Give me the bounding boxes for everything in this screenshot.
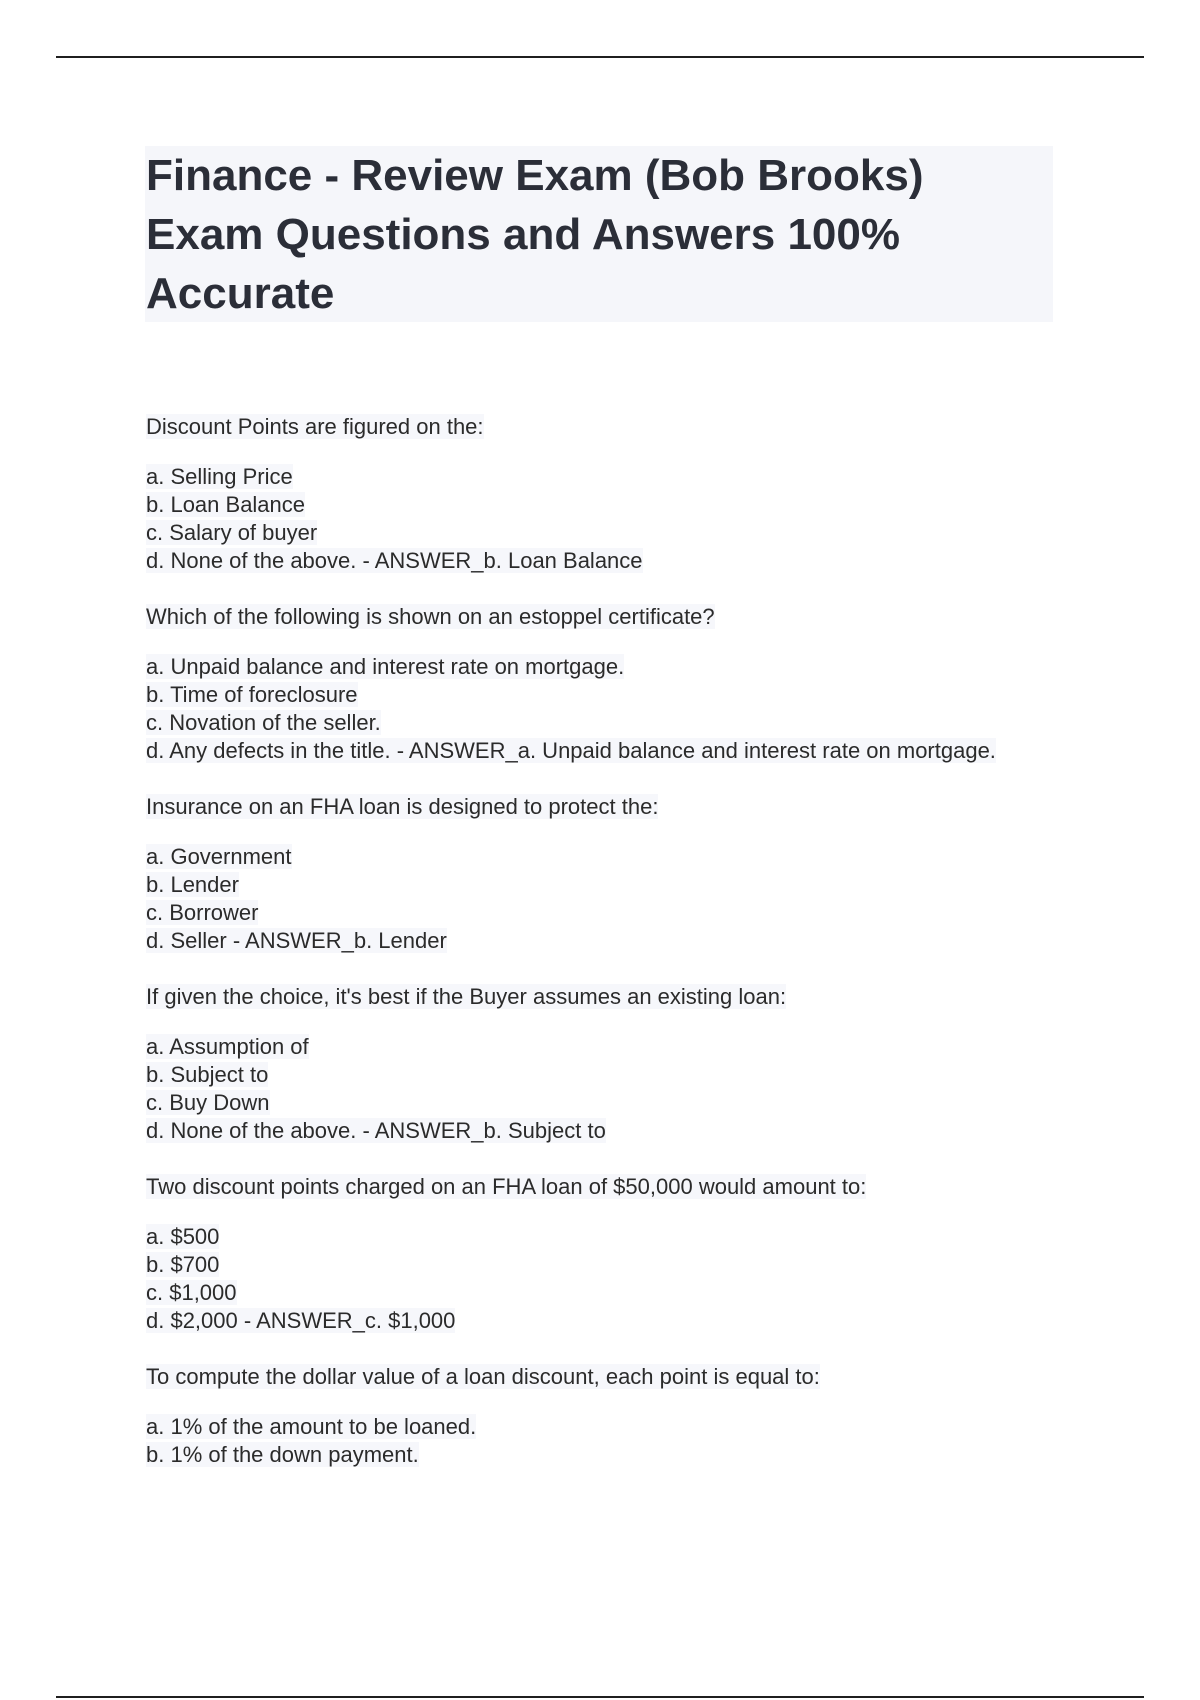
answer-option <box>146 681 1046 709</box>
answer-option-text: b. Time of foreclosure <box>146 682 358 707</box>
question-prompt <box>146 603 1046 631</box>
answer-option-text: a. Unpaid balance and interest rate on mortgage. <box>146 654 625 679</box>
question-prompt <box>146 1173 1046 1201</box>
answer-option <box>146 1413 1046 1441</box>
answer-option <box>146 709 1046 737</box>
question-6 <box>146 1363 1046 1469</box>
answer-option-text: d. Seller - ANSWER_b. Lender <box>146 928 447 953</box>
answer-option-text: b. $700 <box>146 1252 220 1277</box>
answer-option-text: b. 1% of the down payment. <box>146 1442 419 1467</box>
question-prompt <box>146 983 1046 1011</box>
answer-option-text: a. Assumption of <box>146 1034 309 1059</box>
answer-option-text: a. Selling Price <box>146 464 293 489</box>
question-prompt-text: Two discount points charged on an FHA loan of $50,000 would amount to: <box>146 1174 867 1199</box>
answer-option <box>146 1251 1046 1279</box>
answer-option-text: c. $1,000 <box>146 1280 237 1305</box>
answer-option <box>146 1441 1046 1469</box>
answer-option <box>146 1223 1046 1251</box>
answer-option-text: a. Government <box>146 844 292 869</box>
answer-option <box>146 927 1046 955</box>
question-prompt <box>146 413 1046 441</box>
answer-option-text: a. 1% of the amount to be loaned. <box>146 1414 477 1439</box>
answer-option <box>146 899 1046 927</box>
answer-option-text: c. Salary of buyer <box>146 520 318 545</box>
answer-option <box>146 1307 1046 1335</box>
answer-option <box>146 491 1046 519</box>
answer-option <box>146 519 1046 547</box>
question-prompt <box>146 793 1046 821</box>
question-2 <box>146 603 1046 765</box>
answer-option-text: c. Borrower <box>146 900 259 925</box>
answer-option-text: a. $500 <box>146 1224 220 1249</box>
answer-option-text: c. Buy Down <box>146 1090 270 1115</box>
question-prompt-text: To compute the dollar value of a loan discount, each point is equal to: <box>146 1364 820 1389</box>
document-title: Finance - Review Exam (Bob Brooks) Exam Questions and Answers 100% Accurate <box>146 151 924 318</box>
answer-option-text: b. Subject to <box>146 1062 269 1087</box>
answer-option-text: d. None of the above. - ANSWER_b. Subject to <box>146 1118 606 1143</box>
answer-option <box>146 1061 1046 1089</box>
answer-option <box>146 1089 1046 1117</box>
answer-option-text: b. Loan Balance <box>146 492 306 517</box>
answer-option <box>146 1117 1046 1145</box>
answer-option-text: c. Novation of the seller. <box>146 710 381 735</box>
answer-option-text: d. $2,000 - ANSWER_c. $1,000 <box>146 1308 456 1333</box>
question-prompt-text: If given the choice, it's best if the Buyer assumes an existing loan: <box>146 984 787 1009</box>
answer-option <box>146 871 1046 899</box>
answer-option-text: b. Lender <box>146 872 239 897</box>
question-prompt-text: Discount Points are figured on the: <box>146 414 484 439</box>
answer-option <box>146 653 1046 681</box>
answer-option <box>146 1279 1046 1307</box>
answer-option-text: d. None of the above. - ANSWER_b. Loan Balance <box>146 548 643 573</box>
answer-option <box>146 737 1046 765</box>
top-divider <box>56 56 1144 58</box>
answer-option-text: d. Any defects in the title. - ANSWER_a. Unpaid balance and interest rate on mortgage. <box>146 738 996 763</box>
question-3 <box>146 793 1046 955</box>
answer-option <box>146 843 1046 871</box>
answer-option <box>146 1033 1046 1061</box>
answer-option <box>146 463 1046 491</box>
question-prompt-text: Which of the following is shown on an estoppel certificate? <box>146 604 715 629</box>
answer-option <box>146 547 1046 575</box>
question-list <box>146 413 1046 1497</box>
question-prompt-text: Insurance on an FHA loan is designed to protect the: <box>146 794 659 819</box>
question-5 <box>146 1173 1046 1335</box>
bottom-divider <box>56 1696 1144 1698</box>
question-prompt <box>146 1363 1046 1391</box>
question-1 <box>146 413 1046 575</box>
question-4 <box>146 983 1046 1145</box>
